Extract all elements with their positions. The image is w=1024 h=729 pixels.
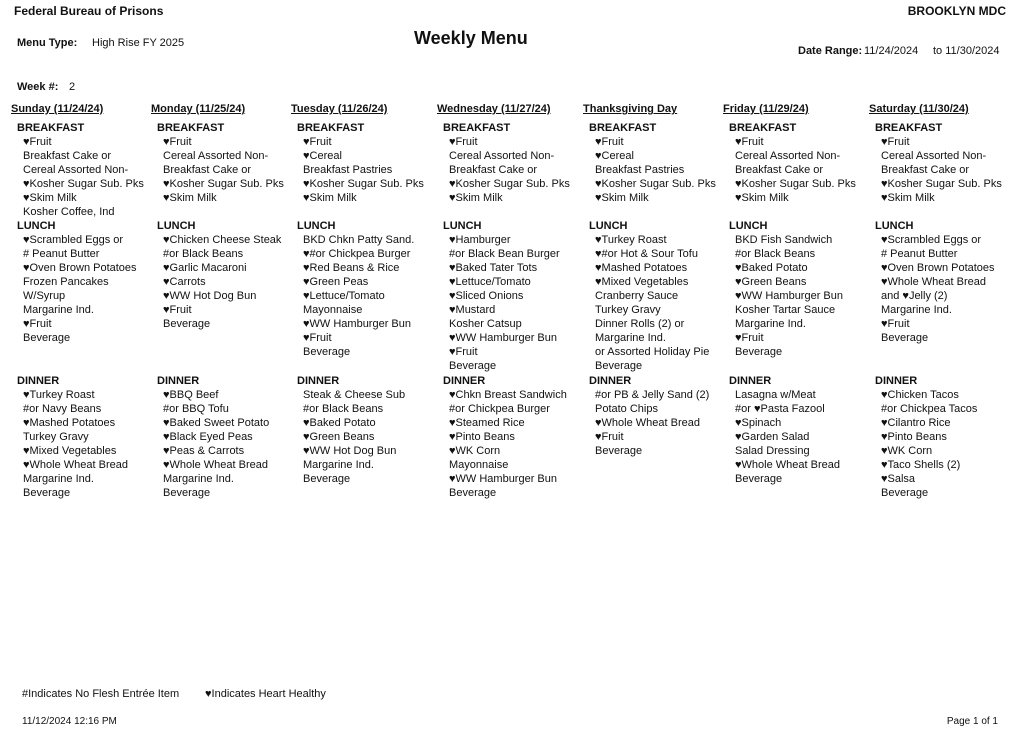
menu-item: BKD Fish Sandwich: [735, 234, 833, 246]
menu-item: ♥Cereal: [303, 150, 342, 162]
breakfast-heading: BREAKFAST: [729, 122, 797, 134]
menu-item: #or Black Beans: [735, 248, 816, 260]
menu-item: and ♥Jelly (2): [881, 290, 948, 302]
menu-item: ♥Skim Milk: [881, 192, 935, 204]
menu-item: ♥Whole Wheat Bread: [881, 276, 986, 288]
menu-item: ♥Green Beans: [303, 431, 375, 443]
menu-item: ♥Whole Wheat Bread: [595, 417, 700, 429]
legend-no-flesh: #Indicates No Flesh Entrée Item: [22, 688, 180, 700]
lunch-heading: LUNCH: [157, 220, 196, 232]
menu-item: ♥Peas & Carrots: [163, 445, 245, 457]
menu-item: ♥Pinto Beans: [881, 431, 947, 443]
menu-item: Cereal Assorted Non-: [449, 150, 555, 162]
day-column: [437, 103, 587, 523]
menu-item: ♥Fruit: [735, 136, 764, 148]
day-header: Sunday (11/24/24): [11, 103, 104, 115]
menu-item: ♥Pinto Beans: [449, 431, 515, 443]
menu-item: ♥Mustard: [449, 304, 496, 316]
menu-item: ♥Lettuce/Tomato: [303, 290, 385, 302]
menu-item: ♥Skim Milk: [735, 192, 789, 204]
menu-item: ♥Hamburger: [449, 234, 511, 246]
menu-item: ♥Green Peas: [303, 276, 369, 288]
lunch-section: [583, 219, 709, 373]
breakfast-heading: BREAKFAST: [297, 122, 365, 134]
menu-item: Kosher Catsup: [449, 318, 522, 330]
week-label: Week #:: [17, 81, 59, 93]
menu-item: ♥Fruit: [449, 346, 478, 358]
menu-item: ♥Skim Milk: [23, 192, 77, 204]
dinner-section: [583, 374, 709, 458]
menu-item: ♥Whole Wheat Bread: [163, 459, 268, 471]
menu-item: #or ♥Pasta Fazool: [735, 403, 825, 415]
menu-item: ♥#or Chickpea Burger: [303, 248, 411, 260]
date-range-end: to 11/30/2024: [933, 45, 1000, 57]
menu-item: Cereal Assorted Non-: [163, 150, 269, 162]
menu-item: Beverage: [595, 445, 643, 457]
menu-item: #or BBQ Tofu: [163, 403, 229, 415]
menu-item: ♥Fruit: [303, 332, 332, 344]
lunch-section: [291, 219, 414, 359]
menu-item: #or Black Bean Burger: [449, 248, 560, 260]
menu-item: ♥Chkn Breast Sandwich: [449, 389, 567, 401]
day-header: Wednesday (11/27/24): [437, 103, 551, 115]
menu-item: ♥Oven Brown Potatoes: [881, 262, 995, 274]
menu-item: Beverage: [449, 487, 497, 499]
breakfast-heading: BREAKFAST: [157, 122, 225, 134]
menu-item: ♥WK Corn: [449, 445, 501, 457]
date-range-start: 11/24/2024: [864, 45, 919, 57]
menu-type-value: High Rise FY 2025: [92, 37, 185, 49]
breakfast-heading: BREAKFAST: [17, 122, 85, 134]
breakfast-heading: BREAKFAST: [589, 122, 657, 134]
menu-item: ♥Skim Milk: [595, 192, 649, 204]
menu-type-label: Menu Type:: [17, 37, 78, 49]
lunch-heading: LUNCH: [589, 220, 628, 232]
menu-item: ♥Black Eyed Peas: [163, 431, 253, 443]
menu-item: Beverage: [735, 346, 783, 358]
menu-item: #or Black Beans: [303, 403, 384, 415]
menu-item: Margarine Ind.: [303, 459, 374, 471]
lunch-heading: LUNCH: [875, 220, 914, 232]
menu-item: ♥Kosher Sugar Sub. Pks: [735, 178, 856, 190]
day-column: [151, 103, 301, 523]
menu-item: Margarine Ind.: [595, 332, 666, 344]
menu-item: Beverage: [23, 332, 71, 344]
day-header: Friday (11/29/24): [723, 103, 809, 115]
menu-item: # Peanut Butter: [881, 248, 958, 260]
lunch-heading: LUNCH: [443, 220, 482, 232]
menu-item: Margarine Ind.: [735, 318, 806, 330]
dinner-heading: DINNER: [157, 375, 200, 387]
breakfast-section: [583, 121, 716, 205]
menu-item: ♥Mixed Vegetables: [23, 445, 117, 457]
menu-item: Kosher Coffee, Ind: [23, 206, 115, 218]
menu-item: ♥Turkey Roast: [23, 389, 95, 401]
day-header: Monday (11/25/24): [151, 103, 246, 115]
dinner-heading: DINNER: [443, 375, 486, 387]
breakfast-heading: BREAKFAST: [443, 122, 511, 134]
menu-item: or Assorted Holiday Pie: [595, 346, 710, 358]
menu-item: ♥Whole Wheat Bread: [23, 459, 128, 471]
dinner-heading: DINNER: [729, 375, 772, 387]
menu-item: ♥Kosher Sugar Sub. Pks: [881, 178, 1002, 190]
lunch-section: [11, 219, 137, 345]
dinner-section: [437, 374, 567, 500]
menu-item: ♥WW Hot Dog Bun: [303, 445, 397, 457]
menu-item: ♥Scrambled Eggs or: [881, 234, 982, 246]
menu-item: BKD Chkn Patty Sand.: [303, 234, 415, 246]
menu-item: ♥Carrots: [163, 276, 206, 288]
menu-item: ♥Kosher Sugar Sub. Pks: [303, 178, 424, 190]
menu-item: Beverage: [595, 360, 643, 372]
menu-item: ♥Fruit: [23, 318, 52, 330]
menu-item: Breakfast Cake or: [163, 164, 252, 176]
menu-item: ♥Whole Wheat Bread: [735, 459, 840, 471]
menu-item: ♥Turkey Roast: [595, 234, 667, 246]
menu-item: ♥Scrambled Eggs or: [23, 234, 124, 246]
dinner-heading: DINNER: [297, 375, 340, 387]
menu-item: ♥Garden Salad: [735, 431, 810, 443]
menu-item: ♥Mixed Vegetables: [595, 276, 689, 288]
menu-item: ♥Fruit: [303, 136, 332, 148]
menu-item: W/Syrup: [23, 290, 66, 302]
menu-item: Salad Dressing: [735, 445, 810, 457]
menu-item: ♥Fruit: [163, 304, 192, 316]
menu-item: Beverage: [881, 332, 929, 344]
menu-item: Mayonnaise: [303, 304, 363, 316]
legend-heart-healthy: ♥Indicates Heart Healthy: [205, 688, 326, 700]
day-header: Thanksgiving Day: [583, 103, 678, 115]
menu-item: ♥Lettuce/Tomato: [449, 276, 531, 288]
menu-item: ♥WW Hot Dog Bun: [163, 290, 257, 302]
menu-item: #or Black Beans: [163, 248, 244, 260]
menu-item: ♥Fruit: [881, 318, 910, 330]
menu-item: ♥Fruit: [449, 136, 478, 148]
menu-item: ♥Fruit: [595, 136, 624, 148]
dinner-section: [869, 374, 977, 500]
lunch-heading: LUNCH: [17, 220, 56, 232]
breakfast-section: [151, 121, 284, 205]
day-header: Saturday (11/30/24): [869, 103, 969, 115]
lunch-section: [151, 219, 281, 331]
day-column: [583, 103, 733, 523]
breakfast-section: [723, 121, 856, 205]
menu-item: Beverage: [163, 487, 211, 499]
menu-item: Beverage: [303, 346, 351, 358]
menu-item: Breakfast Cake or: [23, 150, 112, 162]
menu-item: ♥Skim Milk: [449, 192, 503, 204]
dinner-section: [151, 374, 269, 500]
breakfast-section: [437, 121, 570, 205]
menu-item: ♥Skim Milk: [303, 192, 357, 204]
lunch-section: [437, 219, 560, 373]
menu-item: Beverage: [735, 473, 783, 485]
menu-item: Beverage: [881, 487, 929, 499]
menu-item: ♥Skim Milk: [163, 192, 217, 204]
menu-item: #or PB & Jelly Sand (2): [595, 389, 710, 401]
menu-item: ♥Kosher Sugar Sub. Pks: [449, 178, 570, 190]
menu-item: Beverage: [449, 360, 497, 372]
menu-item: ♥WW Hamburger Bun: [735, 290, 844, 302]
menu-item: ♥Cereal: [595, 150, 634, 162]
menu-item: ♥Fruit: [23, 136, 52, 148]
menu-item: Turkey Gravy: [23, 431, 89, 443]
menu-item: ♥Kosher Sugar Sub. Pks: [163, 178, 284, 190]
lunch-section: [869, 219, 995, 345]
menu-item: ♥Sliced Onions: [449, 290, 524, 302]
menu-item: ♥Baked Tater Tots: [449, 262, 538, 274]
dinner-heading: DINNER: [17, 375, 60, 387]
breakfast-heading: BREAKFAST: [875, 122, 943, 134]
menu-item: ♥Steamed Rice: [449, 417, 525, 429]
menu-item: Beverage: [163, 318, 211, 330]
menu-item: ♥Green Beans: [735, 276, 807, 288]
breakfast-section: [869, 121, 1002, 205]
menu-item: ♥Mashed Potatoes: [595, 262, 688, 274]
menu-item: Frozen Pancakes: [23, 276, 109, 288]
menu-item: ♥Red Beans & Rice: [303, 262, 400, 274]
menu-item: ♥Fruit: [595, 431, 624, 443]
menu-item: Breakfast Cake or: [449, 164, 538, 176]
menu-item: ♥Chicken Cheese Steak: [163, 234, 282, 246]
menu-item: Breakfast Cake or: [735, 164, 824, 176]
menu-item: ♥Garlic Macaroni: [163, 262, 247, 274]
menu-item: Breakfast Cake or: [881, 164, 970, 176]
page-number: Page 1 of 1: [946, 716, 998, 727]
menu-item: ♥Spinach: [735, 417, 782, 429]
menu-item: ♥WW Hamburger Bun: [303, 318, 412, 330]
menu-item: Beverage: [23, 487, 71, 499]
menu-item: ♥Chicken Tacos: [881, 389, 959, 401]
print-timestamp: 11/12/2024 12:16 PM: [22, 716, 117, 727]
menu-item: ♥Baked Sweet Potato: [163, 417, 270, 429]
lunch-section: [723, 219, 843, 359]
menu-item: Mayonnaise: [449, 459, 509, 471]
lunch-heading: LUNCH: [297, 220, 336, 232]
menu-item: #or Chickpea Tacos: [881, 403, 978, 415]
menu-item: # Peanut Butter: [23, 248, 100, 260]
lunch-heading: LUNCH: [729, 220, 768, 232]
menu-item: ♥Cilantro Rice: [881, 417, 951, 429]
menu-item: ♥Mashed Potatoes: [23, 417, 116, 429]
menu-item: ♥Baked Potato: [303, 417, 376, 429]
menu-item: Turkey Gravy: [595, 304, 661, 316]
menu-item: ♥Kosher Sugar Sub. Pks: [23, 178, 144, 190]
menu-item: Cranberry Sauce: [595, 290, 679, 302]
page-title: Weekly Menu: [414, 28, 528, 48]
menu-item: Steak & Cheese Sub: [303, 389, 406, 401]
menu-item: ♥Oven Brown Potatoes: [23, 262, 137, 274]
menu-item: ♥Salsa: [881, 473, 916, 485]
menu-item: ♥Kosher Sugar Sub. Pks: [595, 178, 716, 190]
dinner-section: [291, 374, 405, 486]
menu-item: #or Chickpea Burger: [449, 403, 550, 415]
day-column: [291, 103, 441, 523]
breakfast-section: [291, 121, 424, 205]
menu-item: Cereal Assorted Non-: [881, 150, 987, 162]
menu-item: Margarine Ind.: [881, 304, 952, 316]
menu-item: ♥WW Hamburger Bun: [449, 332, 558, 344]
menu-item: Breakfast Pastries: [595, 164, 685, 176]
menu-item: ♥Baked Potato: [735, 262, 808, 274]
menu-item: ♥WK Corn: [881, 445, 933, 457]
menu-item: Margarine Ind.: [23, 304, 94, 316]
day-column: [723, 103, 873, 523]
menu-item: Beverage: [303, 473, 351, 485]
menu-item: ♥Fruit: [735, 332, 764, 344]
menu-item: ♥Fruit: [881, 136, 910, 148]
menu-item: Kosher Tartar Sauce: [735, 304, 836, 316]
day-column: [869, 103, 1019, 523]
day-column: [11, 103, 161, 523]
dinner-section: [723, 374, 840, 486]
dinner-section: [11, 374, 128, 500]
menu-item: Margarine Ind.: [23, 473, 94, 485]
menu-item: Potato Chips: [595, 403, 658, 415]
menu-item: ♥Fruit: [163, 136, 192, 148]
menu-item: Cereal Assorted Non-: [735, 150, 841, 162]
agency-name: Federal Bureau of Prisons: [14, 4, 164, 18]
breakfast-section: [11, 121, 144, 219]
menu-item: ♥WW Hamburger Bun: [449, 473, 558, 485]
menu-item: Cereal Assorted Non-: [23, 164, 129, 176]
facility-name: BROOKLYN MDC: [907, 4, 1006, 18]
week-value: 2: [69, 81, 76, 93]
day-header: Tuesday (11/26/24): [291, 103, 388, 115]
dinner-heading: DINNER: [875, 375, 918, 387]
menu-item: #or Navy Beans: [23, 403, 102, 415]
menu-item: Margarine Ind.: [163, 473, 234, 485]
menu-item: ♥#or Hot & Sour Tofu: [595, 248, 698, 260]
menu-item: ♥Taco Shells (2): [881, 459, 961, 471]
menu-item: ♥BBQ Beef: [163, 389, 219, 401]
menu-item: Lasagna w/Meat: [735, 389, 816, 401]
date-range-label: Date Range:: [798, 45, 863, 57]
menu-item: Dinner Rolls (2) or: [595, 318, 685, 330]
menu-item: Breakfast Pastries: [303, 164, 393, 176]
dinner-heading: DINNER: [589, 375, 632, 387]
